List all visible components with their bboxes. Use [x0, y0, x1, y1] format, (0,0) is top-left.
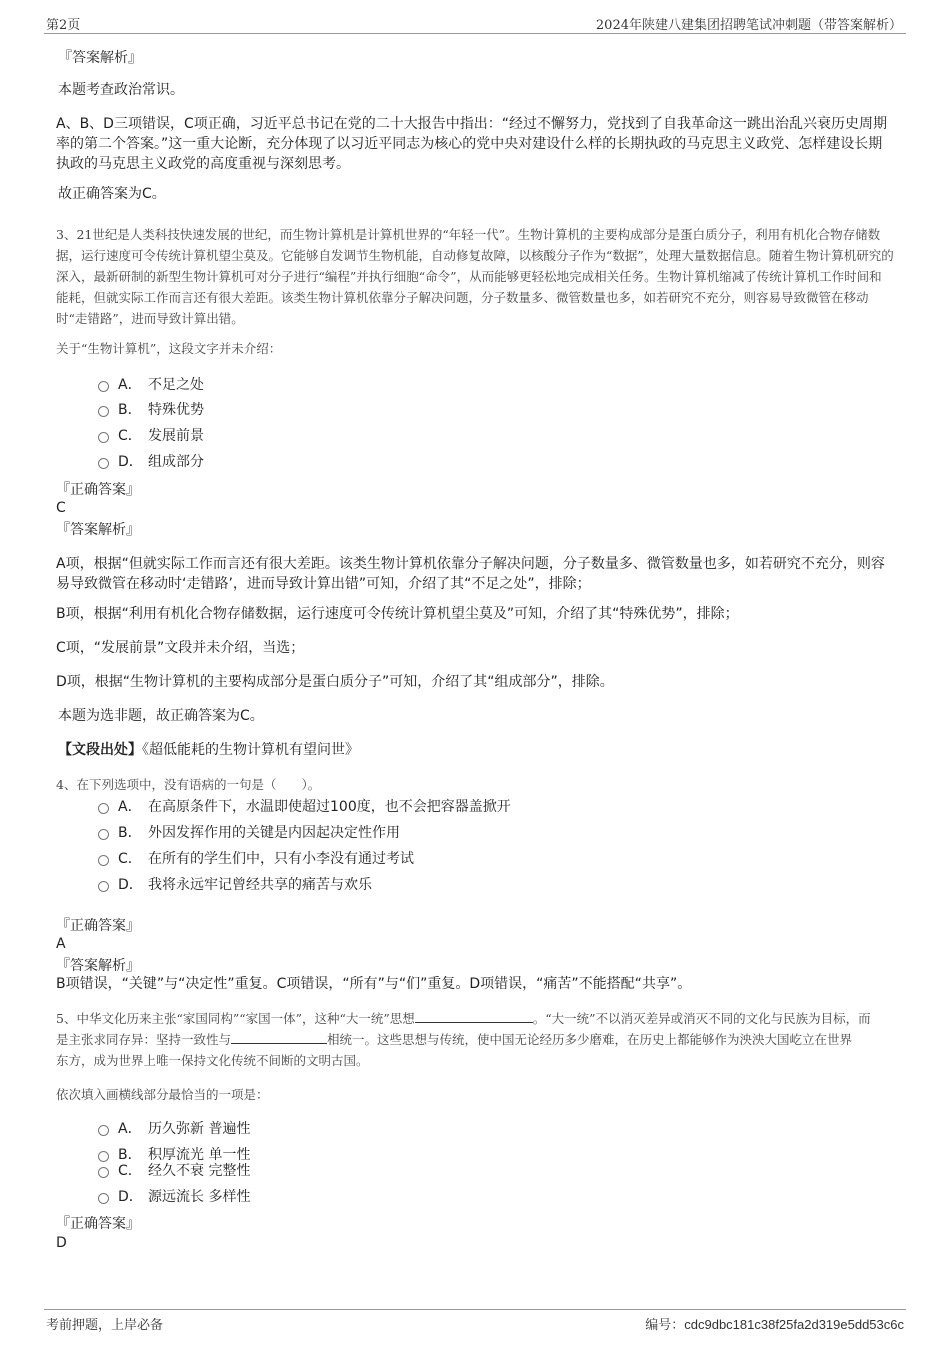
option-a[interactable]: A． 历久弥新 普遍性	[98, 1118, 250, 1138]
correct-answer-label: 『正确答案』	[56, 482, 140, 498]
fill-blank-1	[415, 1008, 533, 1023]
option-text: 外因发挥作用的关键是内因起决定性作用	[148, 825, 400, 841]
option-text: 发展前景	[148, 428, 204, 444]
option-text: 经久不衰 完整性	[148, 1163, 251, 1179]
footer-rule	[44, 1309, 906, 1310]
analysis-paragraph: B项，根据“利用有机化合物存储数据，运行速度可令传统计算机望尘莫及”可知，介绍了其“特殊优势”，排除；	[56, 606, 739, 622]
question-prompt: 关于“生物计算机”，这段文字并未介绍：	[56, 341, 282, 356]
option-a[interactable]: A． 在高原条件下，水温即使超过100度，也不会把容器盖掀开	[98, 796, 511, 816]
option-text: 特殊优势	[148, 402, 204, 418]
question-stem: 4、在下列选项中，没有语病的一句是（ ）。	[56, 777, 321, 792]
analysis-paragraph: 本题考查政治常识。	[58, 82, 184, 98]
option-b[interactable]: B． 外因发挥作用的关键是内因起决定性作用	[98, 822, 400, 842]
option-a[interactable]: A． 不足之处	[98, 374, 204, 394]
radio-icon[interactable]	[98, 381, 109, 392]
question-stem-line-1: 5、中华文化历来主张“家国同构”“家国一体”，这种“大一统”思想 。“大一统”不以消灭差异或消灭不同的文化与民族为目标，而	[56, 1008, 871, 1029]
source-label: 【文段出处】	[58, 742, 142, 758]
correct-answer: D	[56, 1235, 67, 1251]
document-title: 2024年陕建八建集团招聘笔试冲刺题（带答案解析）	[595, 18, 902, 33]
option-c[interactable]: C． 在所有的学生们中，只有小李没有通过考试	[98, 848, 414, 868]
radio-icon[interactable]	[98, 432, 109, 443]
option-text: 积厚流光 单一性	[148, 1147, 251, 1163]
option-c[interactable]: C． 发展前景	[98, 425, 204, 445]
source-line	[58, 740, 359, 760]
radio-icon[interactable]	[98, 406, 109, 417]
radio-icon[interactable]	[98, 803, 109, 814]
option-text: 在高原条件下，水温即使超过100度，也不会把容器盖掀开	[148, 799, 511, 815]
question-stem-line-2: 是主张求同存异：坚持一致性与 相统一。这些思想与传统，使中国无论经历多少磨难，在历史上都能够作为泱泱大国屹立在世界	[56, 1029, 852, 1050]
question-stem-line-3: 东方，成为世界上唯一保持文化传统不间断的文明古国。	[56, 1053, 369, 1068]
question-stem: 3、21世纪是人类科技快速发展的世纪，而生物计算机是计算机世界的“年轻一代”。生物计算机的主要构成部分是蛋白质分子，利用有机化合物存储数据，运行速度可令传统计算机望尘莫及。它能够自发调节生物机能，自动修复故障，以核酸分子作为“数据”，处理大量数据信息。随着生物计算机研究的深入，最新研制的新型生物计算机可对分子进行“编程”并执行细胞“命令”，从而能够更轻松地完成相关任务。生物计算机缩减了传统计算机工作时间和能耗，但就实际工作而言还有很大差距。该类生物计算机依靠分子解决问题，分子数量多、微管数量也多，如若研究不充分，则容易导致微管在移动时“走错路”，进而导致计算出错。	[56, 227, 894, 326]
document-code: cdc9dbc181c38f25fa2d319e5dd53c6c	[684, 1317, 904, 1332]
analysis-paragraph: D项，根据“生物计算机的主要构成部分是蛋白质分子”可知，介绍了其“组成部分”，排除。	[56, 674, 614, 690]
analysis-paragraph: B项错误，“关键”与“决定性”重复。C项错误，“所有”与“们”重复。D项错误，“痛苦”不能搭配“共享”。	[56, 976, 692, 992]
option-d[interactable]: D． 我将永远牢记曾经共享的痛苦与欢乐	[98, 874, 372, 894]
analysis-label: 『答案解析』	[58, 50, 142, 66]
radio-icon[interactable]	[98, 881, 109, 892]
option-d[interactable]: D． 组成部分	[98, 451, 204, 471]
option-c[interactable]: C． 经久不衰 完整性	[98, 1160, 250, 1180]
option-text: 在所有的学生们中，只有小李没有通过考试	[148, 851, 414, 867]
radio-icon[interactable]	[98, 855, 109, 866]
correct-answer: C	[56, 500, 66, 516]
analysis-label: 『答案解析』	[56, 958, 140, 974]
source-title: 《超低能耗的生物计算机有望问世》	[142, 742, 359, 758]
correct-answer-label: 『正确答案』	[56, 918, 140, 934]
correct-answer: A	[56, 936, 66, 952]
footer-code: 编号：cdc9dbc181c38f25fa2d319e5dd53c6c	[645, 1317, 904, 1333]
radio-icon[interactable]	[98, 1125, 109, 1136]
analysis-paragraph: 故正确答案为C。	[58, 186, 166, 202]
option-b[interactable]: B． 积厚流光 单一性	[98, 1144, 250, 1164]
option-b[interactable]: B． 特殊优势	[98, 399, 204, 419]
option-d[interactable]: D． 源远流长 多样性	[98, 1186, 250, 1206]
radio-icon[interactable]	[98, 1193, 109, 1204]
footer-slogan: 考前押题，上岸必备	[46, 1318, 164, 1333]
radio-icon[interactable]	[98, 458, 109, 469]
fill-blank-2	[231, 1029, 327, 1044]
analysis-paragraph: A项，根据“但就实际工作而言还有很大差距。该类生物计算机依靠分子解决问题，分子数量多、微管数量也多，如若研究不充分，则容易导致微管在移动时‘走错路’，进而导致计算出错”可知，介绍了其“不足之处”，排除；	[56, 556, 885, 592]
analysis-paragraph: C项，“发展前景”文段并未介绍，当选；	[56, 640, 305, 656]
question-prompt: 依次填入画横线部分最恰当的一项是：	[56, 1087, 269, 1102]
radio-icon[interactable]	[98, 1167, 109, 1178]
analysis-paragraph: 本题为选非题，故正确答案为C。	[58, 708, 264, 724]
option-text: 组成部分	[148, 454, 204, 470]
option-text: 我将永远牢记曾经共享的痛苦与欢乐	[148, 877, 372, 893]
page-number: 第2页	[46, 18, 81, 33]
radio-icon[interactable]	[98, 829, 109, 840]
analysis-paragraph: A、B、D三项错误，C项正确，习近平总书记在党的二十大报告中指出：“经过不懈努力，党找到了自我革命这一跳出治乱兴衰历史周期率的第二个答案。”这一重大论断，充分体现了以习近平同志为核心的党中央对建设什么样的长期执政的马克思主义政党、怎样建设长期执政的马克思主义政党的高度重视与深刻思考。	[56, 116, 887, 172]
header-rule	[44, 33, 906, 34]
correct-answer-label: 『正确答案』	[56, 1216, 140, 1232]
option-text: 源远流长 多样性	[148, 1189, 251, 1205]
analysis-label: 『答案解析』	[56, 522, 140, 538]
option-text: 历久弥新 普遍性	[148, 1121, 251, 1137]
option-text: 不足之处	[148, 377, 204, 393]
